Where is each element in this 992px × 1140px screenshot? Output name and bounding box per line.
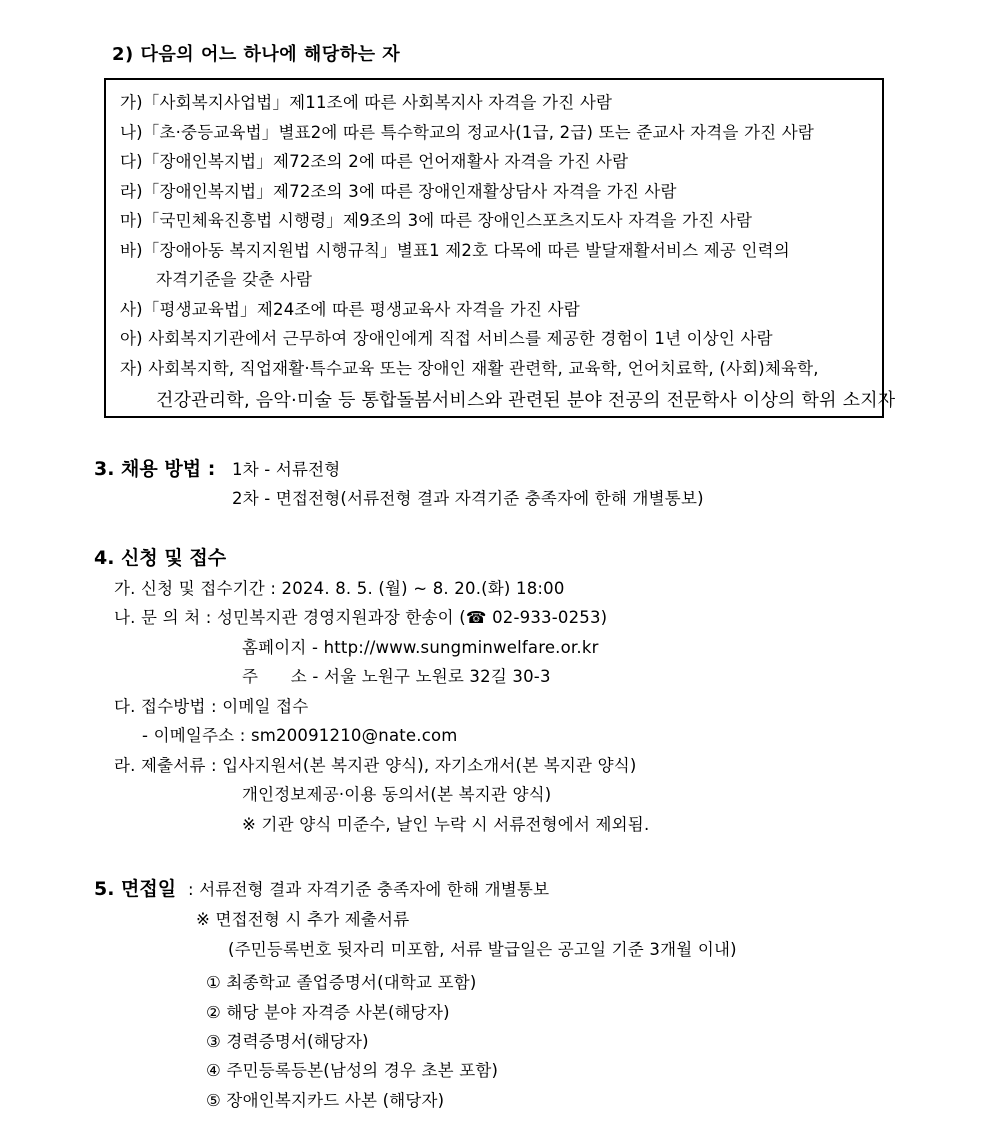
- qualification-heading: 2) 다음의 어느 하나에 해당하는 자: [112, 44, 401, 65]
- interview-document-item: ① 최종학교 졸업증명서(대학교 포함): [206, 973, 477, 992]
- address: 주 소 - 서울 노원구 노원로 32길 30-3: [242, 667, 551, 686]
- qualification-item: 가)「사회복지사업법」제11조에 따른 사회복지사 자격을 가진 사람: [120, 93, 613, 112]
- section3-step1: 1차 - 서류전형: [232, 460, 341, 479]
- qualification-item: 바)「장애아동 복지지원법 시행규칙」별표1 제2호 다목에 따른 발달재활서비스 제공 인력의: [120, 241, 790, 260]
- interview-note-detail: (주민등록번호 뒷자리 미포함, 서류 발급일은 공고일 기준 3개월 이내): [228, 940, 737, 959]
- interview-document-item: ③ 경력증명서(해당자): [206, 1032, 369, 1051]
- homepage-url[interactable]: 홈페이지 - http://www.sungminwelfare.or.kr: [242, 638, 599, 657]
- contact-info: 나. 문 의 처 : 성민복지관 경영지원과장 한송이 (☎ 02-933-0253): [114, 608, 608, 627]
- interview-document-item: ⑤ 장애인복지카드 사본 (해당자): [206, 1091, 445, 1110]
- interview-date: : 서류전형 결과 자격기준 충족자에 한해 개별통보: [188, 880, 550, 899]
- qualification-item: 라)「장애인복지법」제72조의 3에 따른 장애인재활상담사 자격을 가진 사람: [120, 182, 677, 201]
- section5-heading: 5. 면접일: [94, 878, 177, 900]
- required-documents: 라. 제출서류 : 입사지원서(본 복지관 양식), 자기소개서(본 복지관 양식): [114, 756, 637, 775]
- qualification-item: 나)「초·중등교육법」별표2에 따른 특수학교의 정교사(1급, 2급) 또는 준교사 자격을 가진 사람: [120, 123, 815, 142]
- email-address[interactable]: - 이메일주소 : sm20091210@nate.com: [142, 726, 458, 745]
- section3-step2: 2차 - 면접전형(서류전형 결과 자격기준 충족자에 한해 개별통보): [232, 489, 704, 508]
- qualification-item: 자) 사회복지학, 직업재활·특수교육 또는 장애인 재활 관련학, 교육학, 언어치료학, (사회)체육학,: [120, 359, 819, 378]
- qualification-item: 아) 사회복지기관에서 근무하여 장애인에게 직접 서비스를 제공한 경험이 1년 이상인 사람: [120, 329, 773, 348]
- section3-heading: 3. 채용 방법 :: [94, 458, 216, 480]
- interview-document-item: ② 해당 분야 자격증 사본(해당자): [206, 1003, 450, 1022]
- interview-additional-note: ※ 면접전형 시 추가 제출서류: [196, 910, 410, 929]
- qualification-item-continued: 건강관리학, 음악·미술 등 통합돌봄서비스와 관련된 분야 전공의 전문학사 이상의 학위 소지자: [156, 390, 896, 411]
- qualification-item: 다)「장애인복지법」제72조의 2에 따른 언어재활사 자격을 가진 사람: [120, 152, 629, 171]
- required-documents-continued: 개인정보제공·이용 동의서(본 복지관 양식): [242, 785, 552, 804]
- application-period: 가. 신청 및 접수기간 : 2024. 8. 5. (월) ~ 8. 20.(화) 18:00: [114, 579, 565, 598]
- documents-note: ※ 기관 양식 미준수, 날인 누락 시 서류전형에서 제외됨.: [242, 815, 650, 834]
- section4-heading: 4. 신청 및 접수: [94, 547, 227, 569]
- qualification-item: 사)「평생교육법」제24조에 따른 평생교육사 자격을 가진 사람: [120, 300, 580, 319]
- submission-method: 다. 접수방법 : 이메일 접수: [114, 697, 309, 716]
- interview-document-item: ④ 주민등록등본(남성의 경우 초본 포함): [206, 1061, 499, 1080]
- qualification-item-continued: 자격기준을 갖춘 사람: [156, 270, 313, 289]
- qualification-item: 마)「국민체육진흥법 시행령」제9조의 3에 따른 장애인스포츠지도사 자격을 가진 사람: [120, 211, 753, 230]
